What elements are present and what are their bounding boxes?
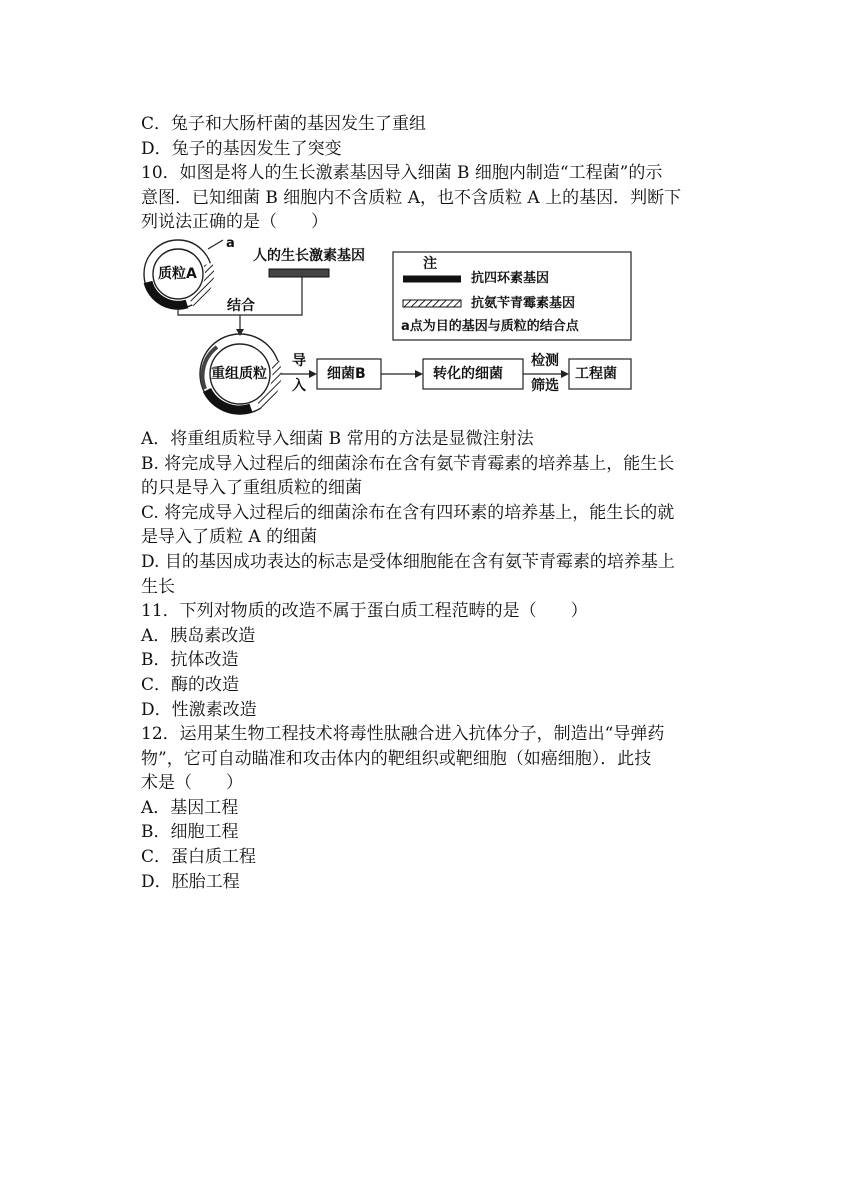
- q12-stem-line-3: 术是（ ）: [141, 773, 243, 794]
- screen-label: 筛选: [531, 377, 559, 394]
- legend-ampicillin: 抗氨苄青霉素基因: [471, 295, 576, 311]
- point-a-label: a: [226, 235, 235, 251]
- q11-option-c: C．酶的改造: [141, 674, 240, 695]
- q10-option-a: A．将重组质粒导入细菌 B 常用的方法是显微注射法: [141, 428, 534, 449]
- q12-stem-line-1: 12．运用某生物工程技术将毒性肽融合进入抗体分子，制造出“导弹药: [141, 724, 665, 745]
- legend-binding-point: a点为目的基因与质粒的结合点: [401, 318, 579, 334]
- q11-stem: 11．下列对物质的改造不属于蛋白质工程范畴的是（ ）: [141, 601, 588, 622]
- genetic-engineering-diagram: [141, 237, 641, 427]
- q10-stem-line-1: 10．如图是将人的生长激素基因导入细菌 B 细胞内制造“工程菌”的示: [141, 163, 663, 184]
- q10-option-b-line-1: B. 将完成导入过程后的细菌涂布在含有氨苄青霉素的培养基上，能生长: [141, 453, 675, 474]
- recombinant-plasmid-label: 重组质粒: [211, 365, 267, 382]
- legend-title: 注: [423, 255, 437, 272]
- bacteria-b-label: 细菌B: [327, 365, 366, 382]
- q11-option-a: A．胰岛素改造: [141, 625, 256, 646]
- introduce-label-2: 入: [292, 377, 306, 394]
- plasmid-a-label: 质粒A: [158, 265, 197, 282]
- q9-option-d: D．兔子的基因发生了突变: [141, 138, 342, 159]
- document-page: [141, 112, 725, 894]
- q10-stem-line-3: 列说法正确的是（ ）: [141, 212, 328, 233]
- q12-option-a: A．基因工程: [141, 797, 239, 818]
- legend-tetracycline: 抗四环素基因: [471, 270, 550, 286]
- q9-option-c: C．兔子和大肠杆菌的基因发生了重组: [141, 114, 427, 134]
- q12-option-b: B．细胞工程: [141, 822, 239, 843]
- transformed-label: 转化的细菌: [433, 365, 503, 382]
- combine-label: 结合: [227, 297, 255, 314]
- detect-label: 检测: [531, 352, 559, 369]
- q10-option-b-line-2: 的只是导入了重组质粒的细菌: [141, 478, 362, 499]
- q12-stem-line-2: 物”，它可自动瞄准和攻击体内的靶组织或靶细胞（如癌细胞）．此技: [141, 748, 652, 769]
- q11-option-d: D．性激素改造: [141, 699, 257, 720]
- q12-option-c: C．蛋白质工程: [141, 847, 257, 868]
- q11-option-b: B．抗体改造: [141, 650, 239, 671]
- q10-option-c-line-1: C. 将完成导入过程后的细菌涂布在含有四环素的培养基上，能生长的就: [141, 502, 675, 523]
- q12-option-d: D．胚胎工程: [141, 871, 240, 892]
- engineered-label: 工程菌: [575, 365, 617, 382]
- q10-option-d-line-2: 生长: [141, 576, 175, 597]
- q10-option-d-line-1: D. 目的基因成功表达的标志是受体细胞能在含有氨苄青霉素的培养基上: [141, 551, 675, 572]
- gene-bar: [269, 269, 329, 277]
- q10-option-c-line-2: 是导入了质粒 A 的细菌: [141, 527, 318, 548]
- gene-label: 人的生长激素基因: [253, 247, 365, 264]
- introduce-label-1: 导: [292, 352, 306, 369]
- q10-stem-line-2: 意图．已知细菌 B 细胞内不含质粒 A，也不含质粒 A 上的基因．判断下: [141, 187, 682, 208]
